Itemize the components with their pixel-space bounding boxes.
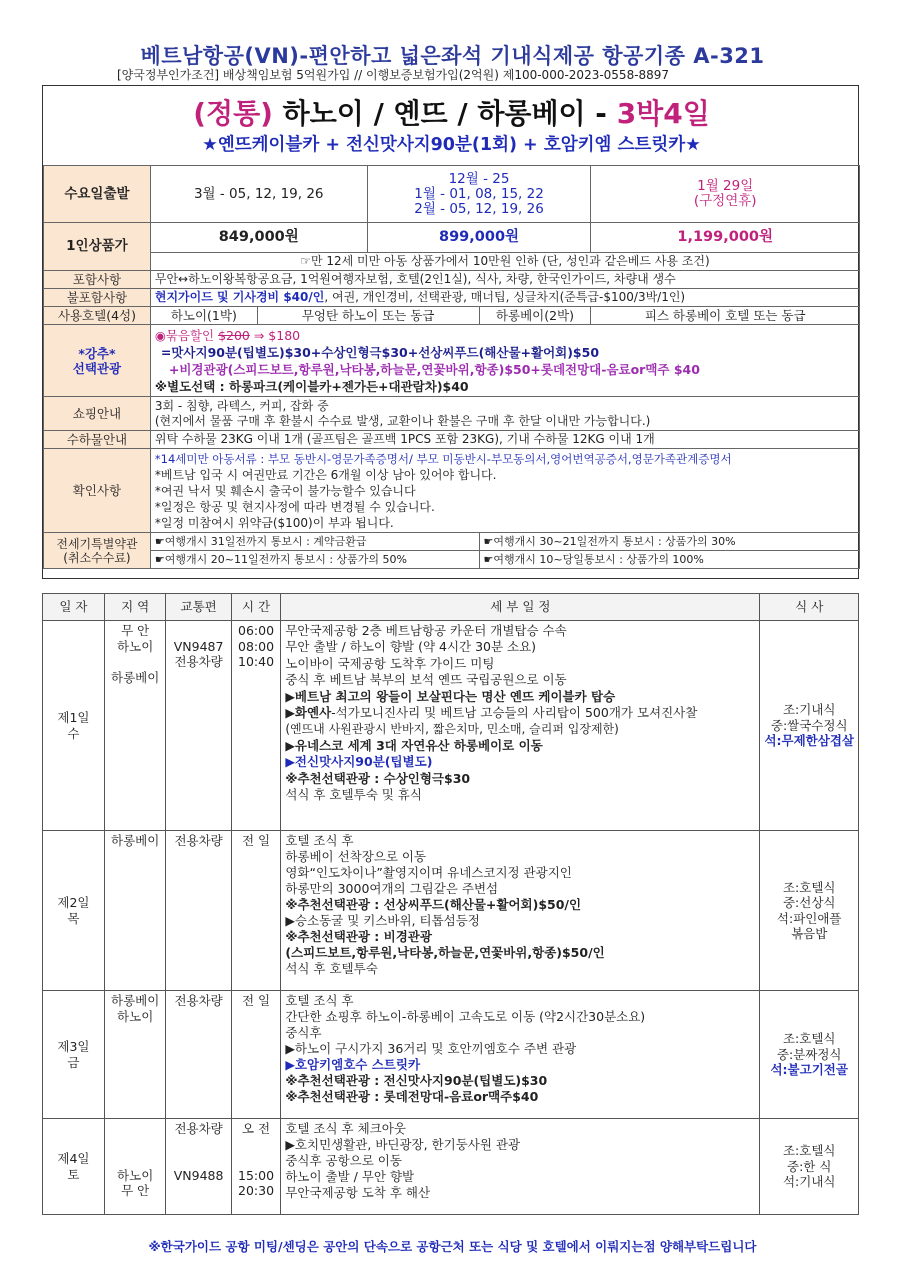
area-name: 무 안 (121, 623, 150, 638)
price-2: 899,000원 (367, 223, 591, 253)
baggage-row (44, 431, 860, 449)
include-label: 포함사항 (44, 271, 151, 289)
departure-col1: 3월 - 05, 12, 19, 26 (150, 166, 367, 223)
detail-line: ▶베트남 최고의 왕들이 보살핀다는 명산 옌뜨 케이블카 탑승 (285, 688, 616, 704)
detail-text: -석가모니진사리 및 베트남 고승들의 사리탑이 500개가 모셔진사찰 (331, 705, 698, 721)
area-name: 하노이 (117, 638, 154, 654)
detail-line: ※추천선택관광 : 수상인형극$30 (285, 770, 471, 786)
time-value: 10:40 (238, 654, 275, 669)
price-1: 849,000원 (150, 223, 367, 253)
title-nights: 3박4일 (616, 97, 710, 130)
detail-line: 하롱베이 선착장으로 이동 (285, 849, 427, 864)
meal-cell (760, 991, 859, 1119)
detail-line: ▶호치민생활관, 바딘광장, 한기둥사원 관광 (285, 1137, 521, 1152)
meal-cell (760, 621, 859, 831)
cancel-term: ☛여행개시 10~당일통보시 : 상품가의 100% (479, 551, 859, 569)
detail-line: 호텔 조식 후 체크아웃 (285, 1121, 406, 1136)
meal-item: 석:불고기전골 (770, 1062, 848, 1078)
header-time: 시 간 (231, 594, 281, 621)
include-row (44, 271, 860, 289)
day-number: 제1일 (57, 710, 90, 725)
area-name: 하롱베이 (111, 993, 160, 1008)
departure-col3-line: 1월 29일 (697, 178, 754, 194)
meal-item: 중:한 식 (787, 1158, 832, 1174)
transport-name: VN9487 (173, 638, 224, 654)
day-cell (43, 621, 105, 831)
time-cell (231, 621, 281, 831)
time-value: 오 전 (241, 1121, 271, 1136)
day-row-4 (43, 1119, 859, 1215)
itinerary-table (42, 593, 859, 1215)
time-cell: 전 일 (231, 831, 281, 991)
departure-col2-line: 12월 - 25 (448, 170, 510, 187)
transport-name: 전용차량 (174, 654, 223, 669)
day-number: 제2일 (57, 895, 90, 910)
time-value: 08:00 (238, 638, 275, 654)
meal-item: 조:기내식 (782, 702, 836, 718)
area-cell (104, 621, 166, 831)
exclude-row (44, 289, 860, 307)
day-row-1 (43, 621, 859, 831)
hotel-city-2: 하롱베이(2박) (479, 307, 591, 325)
detail-line: ▶하노이 구시가지 36거리 및 호안끼엠호수 주변 관광 (285, 1041, 577, 1056)
transport-cell: 전용차량 (166, 991, 231, 1119)
price-note: ☞만 12세 미만 아동 상품가에서 10만원 인하 (단, 성인과 같은베드 사용 조건) (150, 253, 859, 271)
transport-cell: 전용차량 (166, 831, 231, 991)
shopping-cell (150, 397, 859, 431)
time-cell (231, 1119, 281, 1215)
detail-line: 중식 후 베트남 북부의 보석 옌뜨 국립공원으로 이동 (285, 672, 567, 688)
header-area: 지 역 (104, 594, 166, 621)
options-label-line: 선택관광 (72, 360, 122, 376)
cancel-row-2 (44, 551, 860, 569)
cancel-label-line: (취소수수료) (63, 550, 131, 565)
detail-cell (281, 991, 760, 1119)
info-table (43, 165, 860, 569)
time-value: 06:00 (238, 623, 275, 638)
confirm-line: *일정 미참여시 위약금($100)이 부과 됩니다. (154, 515, 394, 530)
detail-line: 중식후 공항으로 이동 (285, 1153, 402, 1168)
day-number: 제4일 (57, 1151, 90, 1166)
meal-item: 볶음밥 (791, 926, 828, 941)
transport-name: 전용차량 (174, 1121, 223, 1136)
options-line: =맛사지90분(팁별도)$30+수상인형극$30+선상씨푸드(해산물+활어회)$50 (160, 344, 600, 360)
detail-line: 호텔 조식 후 (285, 833, 354, 848)
product-summary-box (42, 85, 859, 579)
header-day: 일 자 (43, 594, 105, 621)
shopping-label: 쇼핑안내 (44, 397, 151, 431)
meal-cell (760, 831, 859, 991)
confirm-row (44, 449, 860, 533)
confirm-line: *일정은 항공 및 현지사정에 따라 변경될 수 있습니다. (154, 499, 435, 514)
options-cell (150, 325, 859, 397)
day-cell (43, 831, 105, 991)
transport-cell (166, 1119, 231, 1215)
options-label-line: *강추* (78, 345, 116, 361)
departure-col3-line: (구정연휴) (693, 193, 757, 209)
departure-col3 (591, 166, 860, 223)
price-row (44, 223, 860, 253)
footer-note: ※한국가이드 공항 미팅/센딩은 공안의 단속으로 공항근처 또는 식당 및 호텔에서 이뤄지는점 양해부탁드립니다 (148, 1239, 757, 1254)
options-label (44, 325, 151, 397)
cancel-label (44, 533, 151, 569)
detail-line: 무안 출발 / 하노이 향발 (약 4시간 30분 소요) (285, 639, 537, 655)
departure-row (44, 166, 860, 223)
bundle-line (155, 327, 855, 344)
detail-line: ※추천선택관광 : 비경관광 (285, 929, 432, 944)
baggage-label: 수하물안내 (44, 431, 151, 449)
confirm-line: *베트남 입국 시 여권만료 기간은 6개월 이상 남아 있어야 합니다. (154, 467, 497, 482)
detail-line: 석식 후 호텔투숙 (285, 961, 378, 976)
detail-line: ※추천선택관광 : 전신맛사지90분(팁별도)$30 (285, 1073, 548, 1088)
day-of-week: 수 (67, 725, 80, 741)
page-subtitle: ★옌뜨케이블카 + 전신맛사지90분(1회) + 호암키엠 스트릿카★ (202, 135, 701, 155)
day-cell (43, 1119, 105, 1215)
detail-line: (옌뜨내 사원관광시 반바지, 짧은치마, 민소매, 슬리퍼 입장제한) (285, 722, 619, 737)
cancel-row-1 (44, 533, 860, 551)
shopping-line: 3회 - 침향, 라텍스, 커피, 잡화 중 (154, 398, 329, 413)
detail-line: 간단한 쇼핑후 하노이-하롱베이 고속도로 이동 (약2시간30분소요) (285, 1009, 646, 1024)
detail-line: ▶승소동굴 및 키스바위, 티톱섬등정 (285, 913, 480, 928)
detail-line (285, 705, 755, 721)
day-cell (43, 991, 105, 1119)
airline-banner: 베트남항공(VN)-편안하고 넓은좌석 기내식제공 항공기종 A-321 (140, 44, 765, 68)
detail-line: 노이바이 국제공항 도착후 가이드 미팅 (285, 655, 495, 671)
title-prefix: (정통) (193, 97, 273, 130)
meal-cell (760, 1119, 859, 1215)
options-line: ※별도선택 : 하롱파크(케이블카+젠가든+대관람차)$40 (154, 378, 469, 394)
day-row-2 (43, 831, 859, 991)
area-name: 무 안 (121, 1183, 150, 1198)
transport-cell (166, 621, 231, 831)
hotel-city-1: 하노이(1박) (150, 307, 257, 325)
title-main: 하노이 / 옌뜨 / 하롱베이 - (272, 97, 617, 130)
transport-name: VN9488 (173, 1167, 224, 1183)
bundle-prefix: ◉묶음할인 (154, 327, 219, 343)
confirm-cell (150, 449, 859, 533)
day-of-week: 금 (67, 1054, 80, 1070)
detail-line: 무안국제공항 도착 후 해산 (285, 1185, 431, 1200)
bundle-new-price: ⇒ $180 (249, 327, 301, 343)
price-3: 1,199,000원 (591, 223, 860, 253)
detail-line: ※추천선택관광 : 선상씨푸드(해산물+활어회)$50/인 (285, 897, 582, 912)
shopping-row (44, 397, 860, 431)
departure-col2-line: 1월 - 01, 08, 15, 22 (414, 185, 544, 202)
detail-line: ▶유네스코 세계 3대 자연유산 하롱베이로 이동 (285, 737, 543, 753)
cancel-term: ☛여행개시 20~11일전까지 통보시 : 상품가의 50% (150, 551, 479, 569)
detail-cell (281, 1119, 760, 1215)
day-of-week: 목 (67, 910, 80, 926)
meal-item: 석:무제한삼겹살 (764, 733, 854, 749)
departure-col2-line: 2월 - 05, 12, 19, 26 (414, 200, 544, 217)
area-cell (104, 1119, 166, 1215)
license-line: [양국정부인가조건] 배상책임보험 5억원가입 // 이행보증보험가입(2억원) 제100-000-2023-0558-8897 (117, 68, 670, 82)
meal-item: 중:쌀국수정식 (770, 717, 848, 733)
time-value: 15:00 (238, 1167, 275, 1183)
include-text: 무안↔하노이왕복항공요금, 1억원여행자보험, 호텔(2인1실), 식사, 차량, 한국인가이드, 차량내 생수 (150, 271, 859, 289)
itinerary-header (43, 594, 859, 621)
options-line: +비경관광(스피드보트,항루원,낙타봉,하늘문,연꽃바위,항종)$50+롯데전망대-음료or맥주 $40 (168, 361, 700, 377)
confirm-line: *14세미만 아동서류 : 부모 동반시-영문가족증명서/ 부모 미동반시-부모동의서,영어번역공증서,영문가족관계증명서 (154, 451, 732, 466)
bundle-old-price: $200 (218, 327, 250, 343)
area-cell: 하롱베이 (104, 831, 166, 991)
header-detail: 세 부 일 정 (281, 594, 760, 621)
area-name: 하롱베이 (111, 669, 160, 685)
time-value: 20:30 (238, 1183, 275, 1198)
confirm-label: 확인사항 (44, 449, 151, 533)
detail-line: ▶호암키엠호수 스트릿카 (285, 1057, 421, 1072)
meal-item: 조:호텔식 (782, 879, 836, 895)
meal-item: 중:선상식 (782, 895, 836, 910)
detail-line: ※추천선택관광 : 롯데전망대-음료or맥주$40 (285, 1089, 539, 1104)
exclude-text: , 여권, 개인경비, 선택관광, 매너팁, 싱글차지(준특급-$100/3박/1인) (324, 290, 686, 304)
header-transport: 교통편 (166, 594, 231, 621)
meal-item: 석:기내식 (782, 1174, 836, 1190)
options-row (44, 325, 860, 397)
day-number: 제3일 (57, 1039, 90, 1054)
shopping-line: (현지에서 물품 구매 후 환불시 수수료 발생, 교환이나 환불은 구매 후 한달 이내만 가능합니다.) (154, 413, 651, 428)
exclude-bold: 현지가이드 및 기사경비 $40/인 (154, 290, 325, 304)
detail-line: 하롱만의 3000여개의 그림같은 주변섬 (285, 881, 499, 896)
exclude-cell (150, 289, 859, 307)
exclude-label: 불포함사항 (44, 289, 151, 307)
area-name: 하노이 (117, 1008, 154, 1024)
day-of-week: 토 (67, 1166, 80, 1182)
cancel-term: ☛여행개시 31일전까지 통보시 : 계약금환급 (150, 533, 479, 551)
area-name: 하노이 (117, 1167, 154, 1183)
detail-line: 호텔 조식 후 (285, 993, 354, 1008)
page-title (43, 92, 860, 132)
hotel-name-1: 무엉탄 하노이 또는 동급 (257, 307, 479, 325)
detail-line: 중식후 (285, 1025, 322, 1040)
meal-item: 중:분짜정식 (776, 1046, 842, 1062)
meal-item: 석:파인애플 (776, 910, 842, 926)
cancel-term: ☛여행개시 30~21일전까지 통보시 : 상품가의 30% (479, 533, 859, 551)
detail-line: 무안국제공항 2층 베트남항공 카운터 개별탑승 수속 (285, 623, 567, 638)
price-label: 1인상품가 (44, 223, 151, 271)
price-note-row (44, 253, 860, 271)
departure-col2 (367, 166, 591, 223)
area-cell (104, 991, 166, 1119)
cancel-label-line: 전세기특별약관 (56, 536, 138, 551)
time-cell: 전 일 (231, 991, 281, 1119)
detail-highlight: ▶화옌사 (285, 705, 332, 721)
detail-line: 영화“인도차이나”촬영지이며 유네스코지정 관광지인 (285, 865, 572, 880)
hotel-label: 사용호텔(4성) (44, 307, 151, 325)
day-row-3 (43, 991, 859, 1119)
departure-label: 수요일출발 (44, 166, 151, 223)
detail-line: (스피드보트,항루원,낙타봉,하늘문,연꽃바위,항종)$50/인 (285, 945, 605, 960)
detail-line: 석식 후 호텔투숙 및 휴식 (285, 787, 422, 803)
detail-line: 하노이 출발 / 무안 향발 (285, 1169, 415, 1184)
detail-line: ▶전신맛사지90분(팁별도) (285, 754, 433, 770)
meal-item: 조:호텔식 (782, 1143, 836, 1159)
hotel-name-2: 피스 하롱베이 호텔 또는 동급 (591, 307, 860, 325)
hotel-row (44, 307, 860, 325)
meal-item: 조:호텔식 (782, 1031, 836, 1047)
header-meal: 식 사 (760, 594, 859, 621)
confirm-line: *여권 낙서 및 훼손시 출국이 불가능할수 있습니다 (154, 483, 416, 498)
baggage-text: 위탁 수하물 23KG 이내 1개 (골프팀은 골프백 1PCS 포함 23KG), 기내 수하물 12KG 이내 1개 (150, 431, 859, 449)
detail-cell (281, 621, 760, 831)
detail-cell (281, 831, 760, 991)
